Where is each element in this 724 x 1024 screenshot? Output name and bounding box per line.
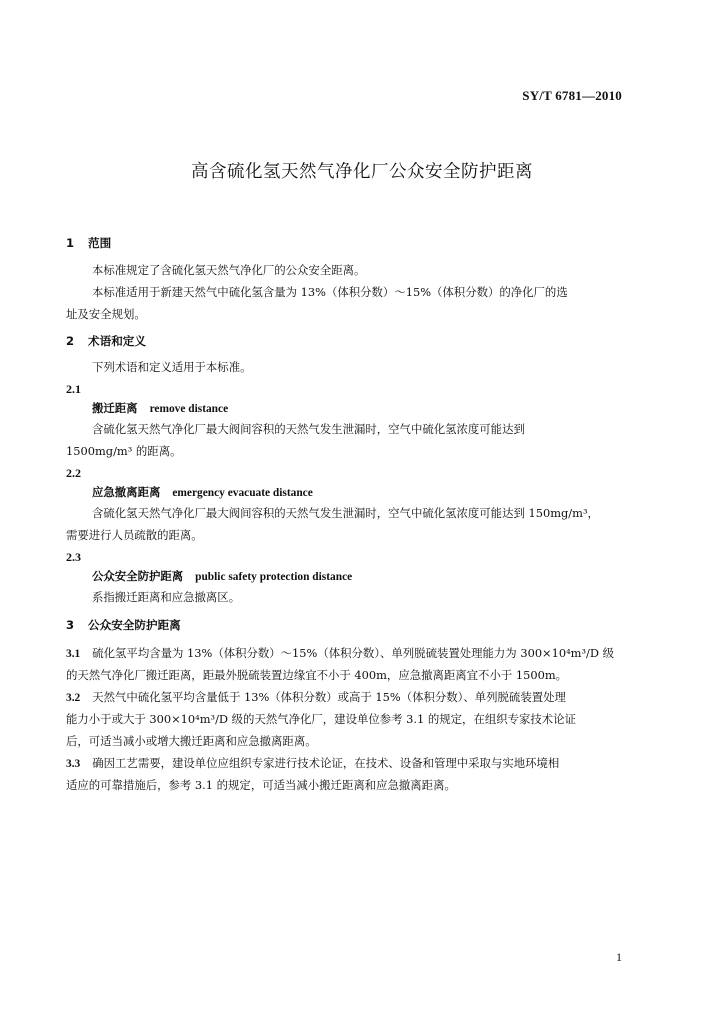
section-1-paragraph-1: 本标准规定了含硫化氢天然气净化厂的公众安全距离。 <box>92 263 366 277</box>
term-en: remove distance <box>149 403 229 415</box>
term-en: emergency evacuate distance <box>172 487 313 499</box>
term-cn: 公众安全防护距离 <box>92 569 184 583</box>
section-title: 术语和定义 <box>88 334 146 348</box>
term-cn: 应急撤离距离 <box>92 485 161 499</box>
section-1-paragraph-2-line-2: 址及安全规划。 <box>66 307 146 321</box>
section-number: 3 <box>66 618 75 632</box>
standard-code: SY/T 6781—2010 <box>522 88 622 103</box>
term-definition-line-1: 含硫化氢天然气净化厂最大阀间容积的天然气发生泄漏时，空气中硫化氢浓度可能达到 <box>92 422 525 436</box>
clause-3-3-line-2: 适应的可靠措施后，参考 3.1 的规定，可适当减小搬迁距离和应急撤离距离。 <box>66 778 456 792</box>
section-title: 范围 <box>88 236 112 250</box>
term-definition-line-2: 需要进行人员疏散的距离。 <box>66 528 203 542</box>
term-definition-line-2: 1500mg/m³ 的距离。 <box>66 444 182 458</box>
clause-3-2-line-3: 后，可适当减小或增大搬迁距离和应急撤离距离。 <box>66 734 317 748</box>
term-heading <box>66 397 652 420</box>
term-definition-line-1: 含硫化氢天然气净化厂最大阀间容积的天然气发生泄漏时，空气中硫化氢浓度可能达到 150mg/m³， <box>92 506 599 520</box>
clause-3-2-line-2: 能力小于或大于 300×10⁴m³/D 级的天然气净化厂，建设单位参考 3.1 的规定，在组织专家技术论证 <box>66 712 576 726</box>
clause-number: 3.2 <box>66 692 81 704</box>
section-2-heading <box>66 330 626 352</box>
section-1-paragraph-2-line-1: 本标准适用于新建天然气中硫化氢含量为 13%（体积分数）～15%（体积分数）的净化厂的选 <box>92 285 568 299</box>
term-number: 2.1 <box>66 382 81 396</box>
term-cn: 搬迁距离 <box>92 401 138 415</box>
term-heading <box>66 565 652 588</box>
term-heading <box>66 481 652 504</box>
term-definition-line-1: 系指搬迁距离和应急撤离区。 <box>92 590 241 604</box>
clause-text: 硫化氢平均含量为 13%（体积分数）～15%（体积分数）、单列脱硫装置处理能力为 300×10⁴m³/D 级 <box>92 646 615 660</box>
section-number: 2 <box>66 334 75 348</box>
clause-text: 确因工艺需要，建设单位应组织专家进行技术论证，在技术、设备和管理中采取与实地环境相 <box>92 756 560 770</box>
section-2-intro: 下列术语和定义适用于本标准。 <box>92 360 252 374</box>
clause-text: 天然气中硫化氢平均含量低于 13%（体积分数）或高于 15%（体积分数）、单列脱硫装置处理 <box>92 690 566 704</box>
clause-3-2-line-1 <box>66 686 626 709</box>
clause-3-1-line-2: 的天然气净化厂搬迁距离，距最外脱硫装置边缘宜不小于 400m，应急撤离距离宜不小于 1500m。 <box>66 668 568 682</box>
section-3-heading <box>66 614 626 636</box>
document-title: 高含硫化氢天然气净化厂公众安全防护距离 <box>191 162 533 182</box>
term-number: 2.3 <box>66 550 81 564</box>
term-en: public safety protection distance <box>195 571 353 583</box>
section-title: 公众安全防护距离 <box>88 618 181 632</box>
clause-number: 3.3 <box>66 758 81 770</box>
clause-3-1-line-1 <box>66 642 626 665</box>
section-number: 1 <box>66 236 75 250</box>
page-number: 1 <box>616 950 622 964</box>
term-number: 2.2 <box>66 466 81 480</box>
clause-3-3-line-1 <box>66 752 626 775</box>
section-1-heading <box>66 232 626 254</box>
clause-number: 3.1 <box>66 648 81 660</box>
